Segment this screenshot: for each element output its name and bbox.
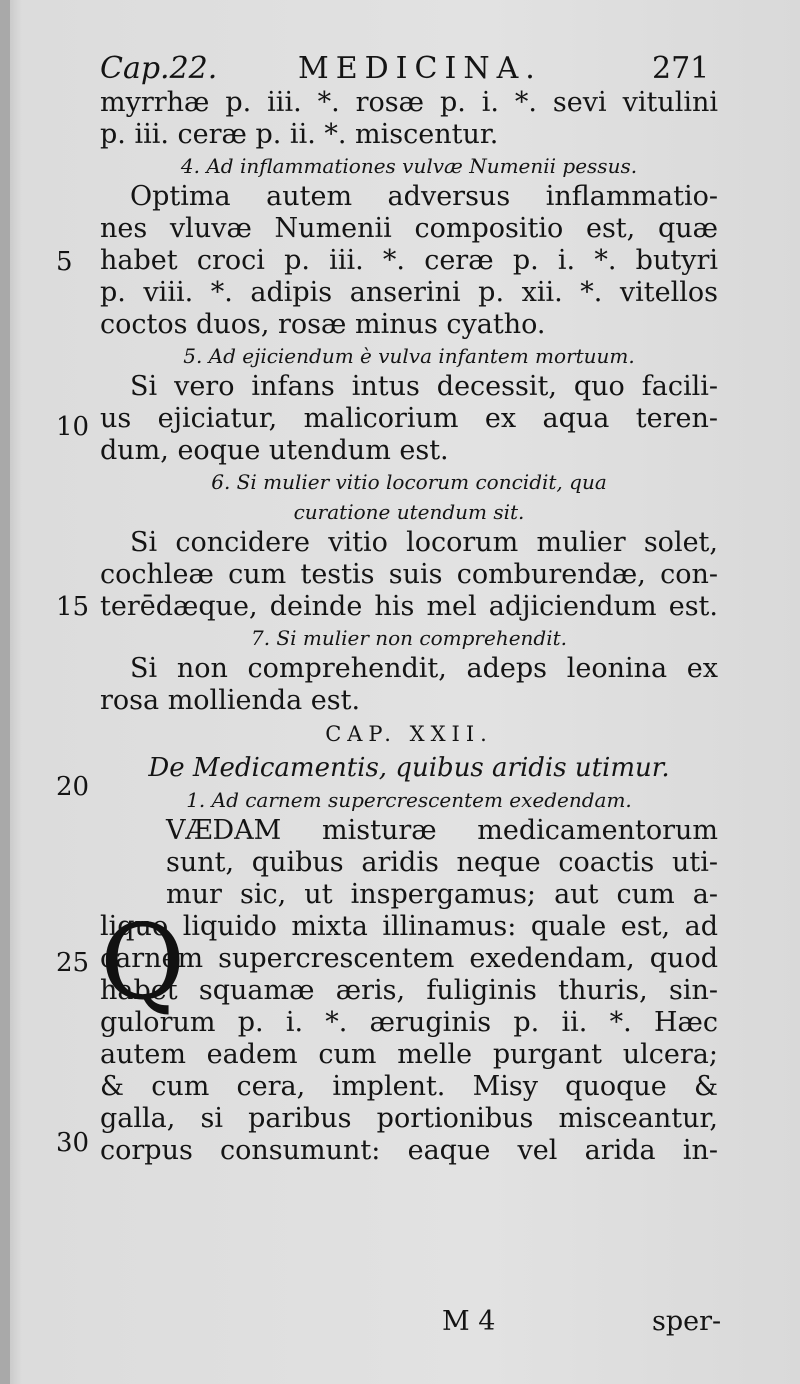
text-line: & cum cera, implent. Misy quoque &	[100, 1071, 718, 1102]
text-line: p. viii. *. adipis anserini p. xii. *. vitellos	[100, 277, 718, 308]
line-number-25: 25	[56, 948, 90, 978]
line-number-30: 30	[56, 1128, 90, 1158]
rubric-line: 1. Ad carnem supercrescentem exedendam.	[186, 788, 632, 812]
text-line: carnem supercrescentem exedendam, quod	[100, 943, 718, 974]
text-line: gulorum p. i. *. æruginis p. ii. *. Hæc	[100, 1007, 718, 1038]
text-line: myrrhæ p. iii. *. rosæ p. i. *. sevi vitulini	[100, 87, 718, 118]
line-number-10: 10	[56, 412, 90, 442]
text-line: galla, si paribus portionibus misceantur,	[100, 1103, 718, 1134]
text-line: coctos duos, rosæ minus cyatho.	[100, 309, 546, 340]
text-line: mur sic, ut inspergamus; aut cum a-	[166, 879, 718, 910]
text-line: corpus consumunt: eaque vel arida in-	[100, 1135, 718, 1166]
text-line: rosa mollienda est.	[100, 685, 361, 716]
rubric-line: 5. Ad ejiciendum è vulva infantem mortuum.	[183, 344, 635, 368]
catchword: sper-	[652, 1306, 722, 1337]
text-line: nes vluvæ Numenii compositio est, quæ	[100, 213, 718, 244]
running-head-chapter: Cap.22.	[100, 51, 218, 86]
line-number-5: 5	[56, 247, 73, 277]
text-line: p. iii. ceræ p. ii. *. miscentur.	[100, 119, 499, 150]
text-line: habet squamæ æris, fuliginis thuris, sin-	[100, 975, 718, 1006]
text-line: autem eadem cum melle purgant ulcera;	[100, 1039, 718, 1070]
chapter-heading: CAP. XXII.	[325, 722, 493, 746]
drop-cap-initial: Q	[100, 901, 186, 1023]
text-line: sunt, quibus aridis neque coactis uti-	[166, 847, 718, 878]
text-line: us ejiciatur, malicorium ex aqua teren-	[100, 403, 718, 434]
line-number-15: 15	[56, 592, 90, 622]
rubric-line: 7. Si mulier non comprehendit.	[250, 626, 568, 650]
text-line: liquo liquido mixta illinamus: quale est, ad	[100, 911, 718, 942]
signature-mark: M 4	[442, 1306, 496, 1337]
text-line: Si non comprehendit, adeps leonina ex	[130, 653, 718, 684]
chapter-title: De Medicamentis, quibus aridis utimur.	[148, 753, 670, 783]
text-block	[100, 87, 718, 1167]
text-line: cochleæ cum testis suis comburendæ, con-	[100, 559, 718, 590]
text-line: terēdæque, deinde his mel adjiciendum est.	[100, 591, 718, 622]
rubric-line: 6. Si mulier vitio locorum concidit, qua	[211, 470, 607, 494]
page-gutter	[0, 0, 10, 1384]
text-line: dum, eoque utendum est.	[100, 435, 449, 466]
page-number: 271	[652, 51, 710, 86]
running-head-title: MEDICINA.	[298, 51, 542, 86]
line-number-20: 20	[56, 772, 90, 802]
text-line: Si concidere vitio locorum mulier solet,	[130, 527, 718, 558]
text-line: habet croci p. iii. *. ceræ p. i. *. butyri	[100, 245, 718, 276]
rubric-line: curatione utendum sit.	[293, 500, 525, 524]
text-line: Si vero infans intus decessit, quo facili-	[130, 371, 718, 402]
text-line: VÆDAM misturæ medicamentorum	[166, 815, 718, 846]
text-line: Optima autem adversus inflammatio-	[130, 181, 718, 212]
rubric-line: 4. Ad inflammationes vulvæ Numenii pessus.	[180, 154, 638, 178]
